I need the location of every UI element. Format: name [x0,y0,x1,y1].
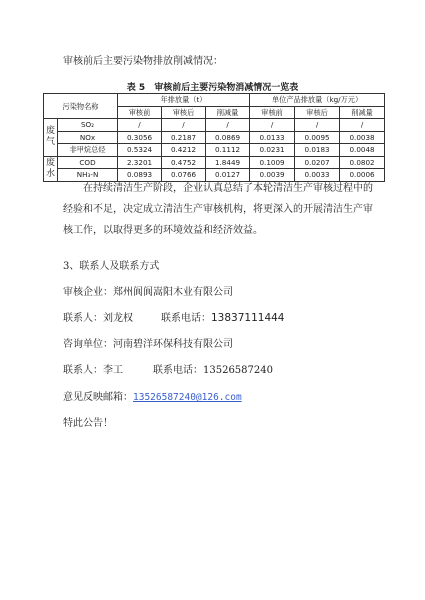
email-link[interactable]: 13526587240@126.com [133,392,242,403]
cell: 0.0893 [118,169,162,182]
emission-table [43,93,385,182]
pollutant-name: 非甲烷总烃 [58,144,118,157]
contact2-name: 联系人：李工 [63,365,123,376]
cell: 0.4752 [162,156,206,169]
cell: / [295,119,340,132]
cell: 1.8449 [206,156,250,169]
contact1-line [63,309,285,324]
cell: / [162,119,206,132]
pollutant-name: COD [58,156,118,169]
cell: 0.0183 [295,144,340,157]
cell: 0.0039 [250,169,295,182]
cell: 0.0207 [295,156,340,169]
pollutant-name: SO₂ [58,119,118,132]
sub-before: 审核前 [118,106,162,119]
cell: / [206,119,250,132]
contact1-phone-label: 联系电话： [161,313,211,324]
closing-text: 特此公告！ [63,418,113,429]
table-row [44,131,385,144]
table-row [44,156,385,169]
table-header-row [44,94,385,107]
paragraph-line: 核工作，以取得更多的环境效益和经济效益。 [63,225,263,236]
cell: 0.0127 [206,169,250,182]
email-line [63,388,242,403]
cell: 0.0006 [340,169,385,182]
cell: 0.1009 [250,156,295,169]
summary-paragraph [63,178,388,241]
audit-company: 审核企业：郑州阆阆嵩阳木业有限公司 [63,287,233,298]
sub-before: 审核前 [250,106,295,119]
contact1-phone: 13837111444 [211,312,285,324]
cell: / [250,119,295,132]
cell: 0.0133 [250,131,295,144]
cell: 0.2187 [162,131,206,144]
pollutant-name: NH₃-N [58,169,118,182]
table-row [44,119,385,132]
cell: 0.0033 [295,169,340,182]
contact2-line [63,361,273,376]
consult-company: 咨询单位：河南碧洋环保科技有限公司 [63,339,233,350]
table-caption: 表 5 审核前后主要污染物消减情况一览表 [126,83,299,93]
contact1-name: 联系人：刘龙权 [63,313,133,324]
contact2-phone: 联系电话：13526587240 [153,365,273,376]
cell: 0.0869 [206,131,250,144]
sub-reduction: 削减量 [206,106,250,119]
cell: 0.0766 [162,169,206,182]
header-pollutant: 污染物名称 [44,94,118,119]
cell: 0.0231 [250,144,295,157]
cell: 0.4212 [162,144,206,157]
cell: 0.3056 [118,131,162,144]
header-unit-emission: 单位产品排放量（kg/万元） [250,94,385,107]
sub-after: 审核后 [162,106,206,119]
sub-reduction: 削减量 [340,106,385,119]
table-row [44,144,385,157]
category-air: 废气 [44,119,58,157]
cell: 0.5324 [118,144,162,157]
pollutant-name: NOx [58,131,118,144]
cell: 0.0802 [340,156,385,169]
contact-heading: 3、联系人及联系方式 [63,261,160,272]
email-label: 意见反映邮箱： [63,392,133,403]
paragraph-line: 在持续清洁生产阶段，企业认真总结了本轮清洁生产审核过程中的 [83,183,373,194]
cell: / [118,119,162,132]
paragraph-line: 经验和不足，决定成立清洁生产审核机构，将更深入的开展清洁生产审 [63,204,373,215]
cell: 2.3201 [118,156,162,169]
header-annual-emission: 年排放量（t） [118,94,250,107]
sub-after: 审核后 [295,106,340,119]
cell: 0.0038 [340,131,385,144]
intro-text: 审核前后主要污染物排放削减情况： [63,56,223,67]
cell: / [340,119,385,132]
cell: 0.0048 [340,144,385,157]
cell: 0.1112 [206,144,250,157]
category-water: 废水 [44,156,58,181]
cell: 0.0095 [295,131,340,144]
